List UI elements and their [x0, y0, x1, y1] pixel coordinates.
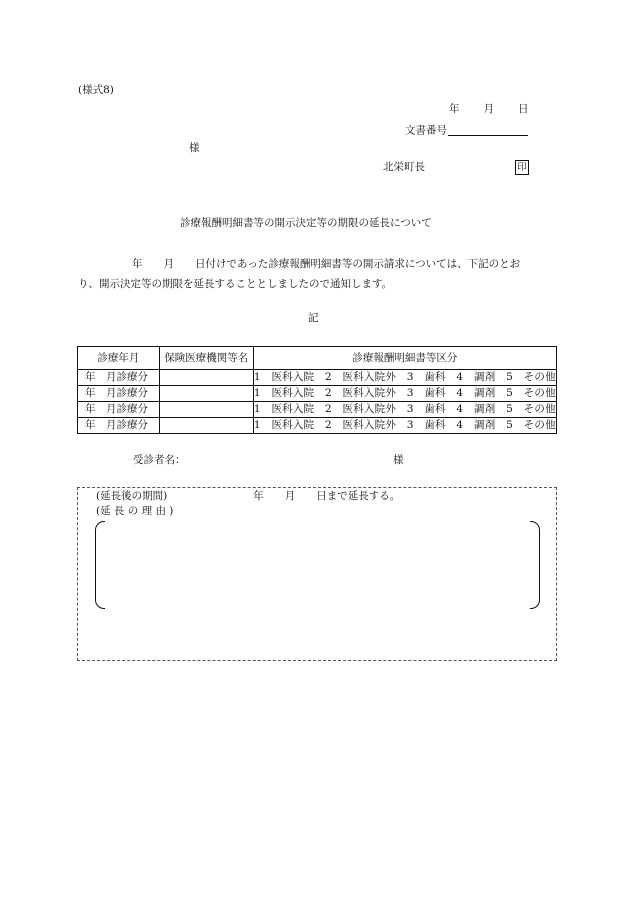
header-category: 診療報酬明細書等区分: [253, 347, 556, 370]
row-facility: [159, 418, 253, 434]
table-row: [78, 418, 557, 434]
row-exam-month: 年 月診療分: [78, 402, 160, 418]
document-number: [405, 124, 528, 136]
patient-name-suffix: 様: [393, 454, 404, 466]
body-paragraph: [78, 254, 556, 294]
reason-bracket-right: [530, 521, 540, 609]
extension-period-label: (延長後の期間): [96, 490, 168, 502]
row-exam-month: 年 月診療分: [78, 418, 160, 434]
date-month-label: 月: [483, 103, 494, 115]
row-facility: [159, 402, 253, 418]
row-category: 1 医科入院 2 医科入院外 3 歯科 4 調剤 5 その他: [253, 402, 556, 418]
table-header-row: [78, 347, 557, 370]
addressee-suffix: 様: [189, 142, 200, 154]
row-facility: [159, 386, 253, 402]
body-line-1: 年 月 日付けであった診療報酬明細書等の開示請求については、下記のとお: [132, 258, 521, 270]
table-row: [78, 370, 557, 386]
patient-name-label: 受診者名：: [133, 454, 186, 466]
seal-mark: 印: [515, 160, 529, 175]
header-exam-month: 診療年月: [78, 347, 160, 370]
ki-heading: 記: [308, 312, 319, 324]
table-row: [78, 402, 557, 418]
row-facility: [159, 370, 253, 386]
extension-reason-label: (延 長 の 理 由 ): [96, 505, 174, 517]
extension-period-value: 年 月 日まで延長する。: [253, 490, 401, 502]
date-day-label: 日: [518, 103, 529, 115]
row-exam-month: 年 月診療分: [78, 386, 160, 402]
row-category: 1 医科入院 2 医科入院外 3 歯科 4 調剤 5 その他: [253, 370, 556, 386]
body-line-2: り、開示決定等の期限を延長することとしましたので通知します。: [78, 278, 393, 290]
detail-table: [77, 346, 557, 434]
document-title: 診療報酬明細書等の開示決定等の期限の延長について: [180, 217, 432, 229]
row-category: 1 医科入院 2 医科入院外 3 歯科 4 調剤 5 その他: [253, 418, 556, 434]
row-category: 1 医科入院 2 医科入院外 3 歯科 4 調剤 5 その他: [253, 386, 556, 402]
table-row: [78, 386, 557, 402]
document-number-label: 文書番号: [405, 124, 447, 137]
date-year-label: 年: [449, 103, 460, 115]
form-number: (様式8): [78, 84, 114, 96]
reason-bracket-left: [95, 521, 105, 609]
row-exam-month: 年 月診療分: [78, 370, 160, 386]
header-facility: 保険医療機関等名: [159, 347, 253, 370]
extension-period: [96, 491, 400, 502]
document-number-blank: [448, 124, 528, 136]
date-line: [449, 104, 529, 115]
sender-name: 北栄町長: [383, 161, 425, 173]
